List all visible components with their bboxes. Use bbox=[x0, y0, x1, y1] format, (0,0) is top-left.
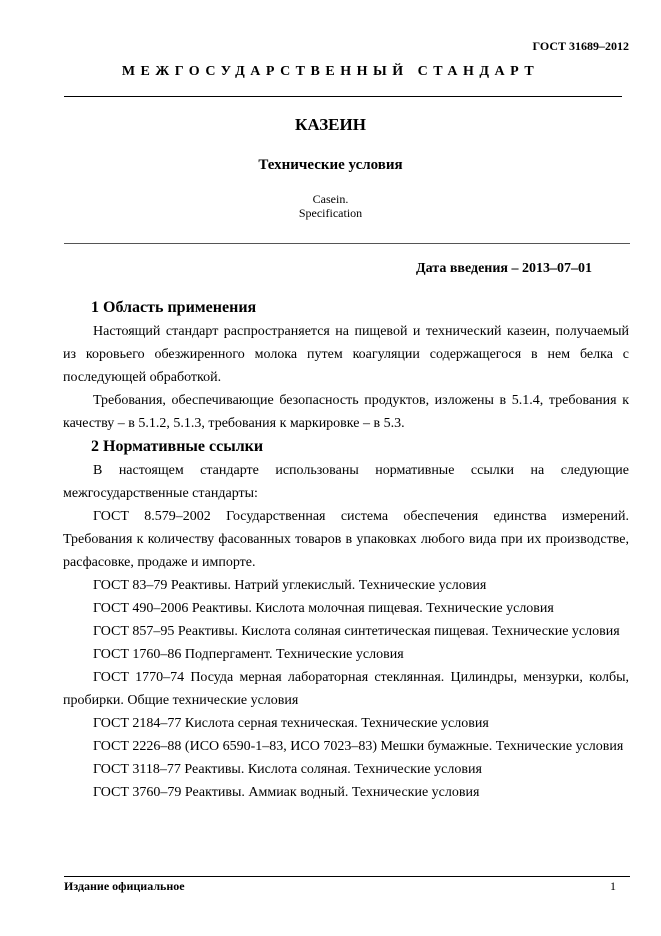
english-title-line1: Casein. bbox=[312, 192, 349, 206]
reference-item: ГОСТ 3118–77 Реактивы. Кислота соляная. Технические условия bbox=[93, 762, 482, 777]
reference-item: ГОСТ 857–95 Реактивы. Кислота соляная синтетическая пищевая. Технические условия bbox=[93, 624, 620, 639]
reference-item: ГОСТ 3760–79 Реактивы. Аммиак водный. Технические условия bbox=[93, 785, 480, 800]
gost-code: ГОСТ 31689–2012 bbox=[532, 39, 629, 53]
footer-divider bbox=[64, 876, 630, 877]
introduction-date: Дата введения – 2013–07–01 bbox=[416, 261, 592, 276]
section1-paragraph-2: Требования, обеспечивающие безопасность продуктов, изложены в 5.1.4, требования к качеству – в 5.1.2, 5.1.3, требования к маркировке – в 5.3. bbox=[63, 393, 629, 431]
title-divider bbox=[64, 243, 630, 244]
document-body bbox=[63, 296, 629, 804]
reference-item: ГОСТ 8.579–2002 Государственная система обеспечения единства измерений. Требования к количеству фасованных товаров в упаковках любого вида при их производстве, расфасовке, продаже и импорте. bbox=[63, 509, 629, 570]
reference-item: ГОСТ 2184–77 Кислота серная техническая. Технические условия bbox=[93, 716, 489, 731]
section2-intro: В настоящем стандарте использованы нормативные ссылки на следующие межгосударственные стандарты: bbox=[63, 463, 629, 501]
reference-item: ГОСТ 83–79 Реактивы. Натрий углекислый. Технические условия bbox=[93, 578, 487, 593]
document-subtitle: Технические условия bbox=[258, 157, 403, 173]
reference-item: ГОСТ 1760–86 Подпергамент. Технические условия bbox=[93, 647, 404, 662]
reference-item: ГОСТ 490–2006 Реактивы. Кислота молочная пищевая. Технические условия bbox=[93, 601, 554, 616]
section1-heading: 1 Область применения bbox=[91, 299, 257, 316]
section1-paragraph-1: Настоящий стандарт распространяется на пищевой и технический казеин, получаемый из коровьего обезжиренного молока путем коагуляции содержащегося в нем белка с последующей обработкой. bbox=[63, 324, 629, 385]
interstate-standard-heading: МЕЖГОСУДАРСТВЕННЫЙ СТАНДАРТ bbox=[121, 64, 540, 79]
reference-item: ГОСТ 2226–88 (ИСО 6590-1–83, ИСО 7023–83) Мешки бумажные. Технические условия bbox=[93, 739, 624, 754]
header-divider bbox=[64, 96, 622, 97]
english-title-line2: Specification bbox=[298, 206, 363, 220]
edition-label: Издание официальное bbox=[64, 879, 185, 893]
section2-heading: 2 Нормативные ссылки bbox=[91, 438, 264, 455]
reference-item: ГОСТ 1770–74 Посуда мерная лабораторная стеклянная. Цилиндры, мензурки, колбы, пробирки. Общие технические условия bbox=[63, 670, 629, 708]
document-title: КАЗЕИН bbox=[295, 115, 366, 134]
page-number: 1 bbox=[610, 879, 616, 893]
